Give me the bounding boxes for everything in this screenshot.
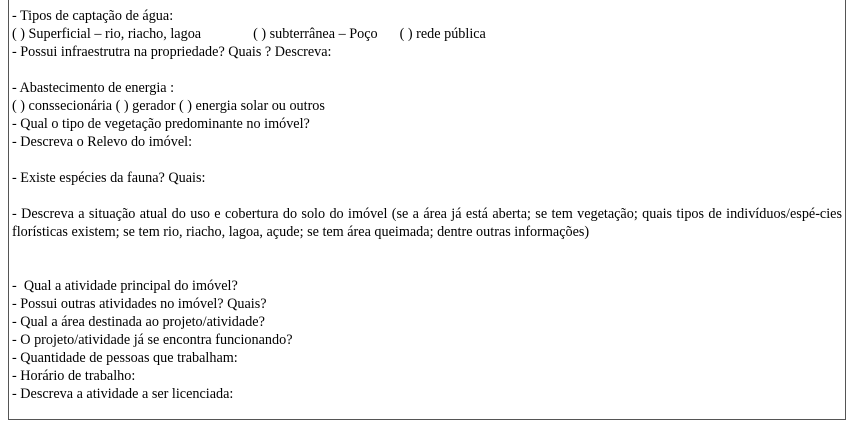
solo-question: - Descreva a situação atual do uso e cobertura do solo do imóvel (se a área já está aberta; se tem vegetação; quais tipos de indivíduos/espé-cies florísticas existem; se tem rio, riacho, lagoa, açude; se tem área queimada; dentre outras informações) bbox=[12, 206, 842, 240]
relevo-question: - Descreva o Relevo do imóvel: bbox=[12, 134, 193, 150]
infra-question: - Possui infraestrutra na propriedade? Quais ? Descreva: bbox=[12, 44, 332, 60]
energia-options: ( ) conssecionária ( ) gerador ( ) energia solar ou outros bbox=[12, 98, 325, 114]
option-superficial: ( ) Superficial – rio, riacho, lagoa bbox=[12, 26, 202, 42]
outras-atividades-question: - Possui outras atividades no imóvel? Quais? bbox=[12, 296, 267, 312]
projeto-funcionando-question: - O projeto/atividade já se encontra funcionando? bbox=[12, 332, 293, 348]
atividade-principal-question: - Qual a atividade principal do imóvel? bbox=[12, 278, 238, 294]
quantidade-pessoas-question: - Quantidade de pessoas que trabalham: bbox=[12, 350, 238, 366]
energia-title: - Abastecimento de energia : bbox=[12, 80, 175, 96]
fauna-question: - Existe espécies da fauna? Quais: bbox=[12, 170, 206, 186]
option-rede-publica: ( ) rede pública bbox=[399, 26, 486, 42]
agua-title: - Tipos de captação de água: bbox=[12, 8, 174, 24]
horario-trabalho-question: - Horário de trabalho: bbox=[12, 368, 136, 384]
agua-options-row bbox=[12, 25, 486, 43]
descreva-atividade-question: - Descreva a atividade a ser licenciada: bbox=[12, 386, 234, 402]
area-projeto-question: - Qual a área destinada ao projeto/atividade? bbox=[12, 314, 265, 330]
vegetacao-question: - Qual o tipo de vegetação predominante no imóvel? bbox=[12, 116, 310, 132]
option-subterranea: ( ) subterrânea – Poço bbox=[253, 26, 378, 42]
